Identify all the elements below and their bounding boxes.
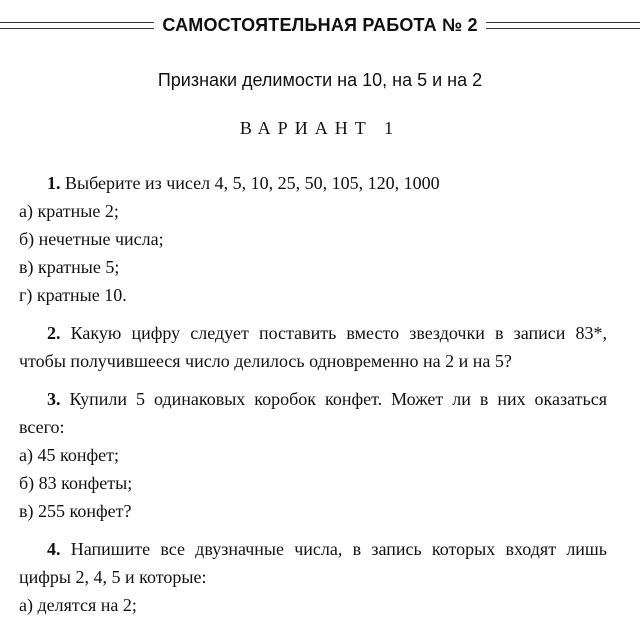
task-3-option-c: в) 255 конфет? [19, 501, 132, 521]
task-text: Купили 5 одинаковых коробок конфет. Может ли в них оказаться всего: [19, 389, 607, 437]
task-text: Выберите из чисел 4, 5, 10, 25, 50, 105, 120, 1000 [65, 173, 440, 193]
page-subtitle: Признаки делимости на 10, на 5 и на 2 [157, 70, 483, 90]
header-rule-right [486, 22, 640, 29]
task-1-option-a: а) кратные 2; [19, 201, 119, 221]
task-1-option-b: б) нечетные числа; [19, 229, 164, 249]
task-1-option-d: г) кратные 10. [19, 285, 127, 305]
task-number: 3. [47, 389, 61, 409]
task-3-option-a: а) 45 конфет; [19, 445, 119, 465]
task-2 [19, 319, 607, 375]
task-number: 1. [47, 173, 61, 193]
task-number: 4. [47, 539, 61, 559]
task-4 [19, 535, 607, 591]
task-1 [19, 169, 607, 197]
task-1-option-c: в) кратные 5; [19, 257, 120, 277]
task-text: Напишите все двузначные числа, в запись которых входят лишь цифры 2, 4, 5 и которые: [19, 539, 608, 587]
tasks-list [19, 169, 607, 619]
task-3-option-b: б) 83 конфеты; [19, 473, 133, 493]
task-4-option-a: а) делятся на 2; [19, 595, 137, 615]
task-text: Какую цифру следует поставить вместо звездочки в записи 83*, чтобы получившееся число делилось одновременно на 2 и на 5? [19, 323, 607, 371]
page-title: САМОСТОЯТЕЛЬНАЯ РАБОТА № 2 [162, 14, 478, 35]
variant-heading: ВАРИАНТ 1 [239, 118, 401, 138]
page-header [0, 12, 640, 38]
header-rule-left [0, 22, 154, 29]
task-number: 2. [47, 323, 61, 343]
task-3 [19, 385, 607, 441]
